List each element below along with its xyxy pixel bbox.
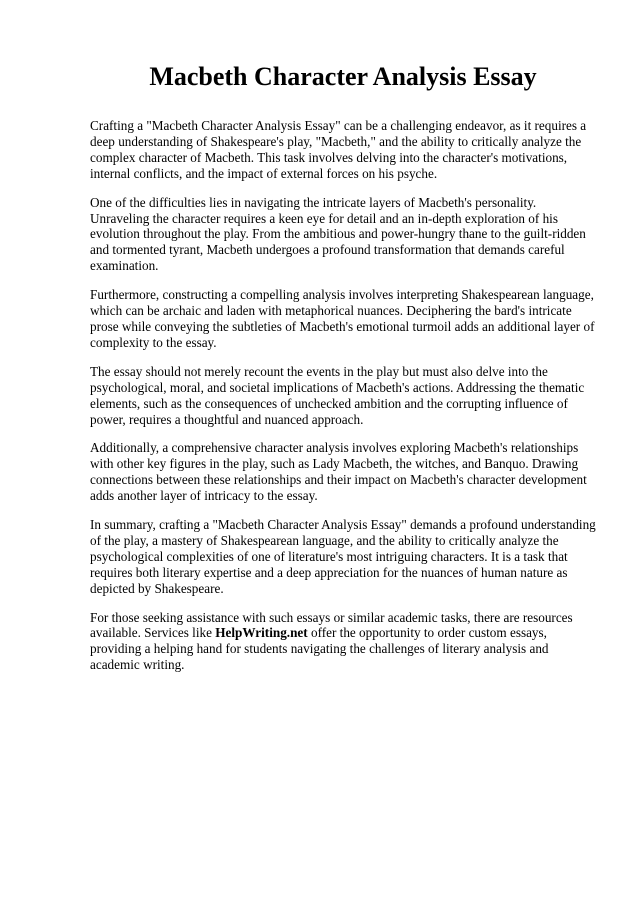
helpwriting-link[interactable]: HelpWriting.net (215, 625, 308, 641)
assistance-text-after: offer the opportunity to order custom essays, providing a helping hand for students navigating the challenges of literary analysis and academic writing. (90, 625, 549, 673)
paragraph-intro: Crafting a "Macbeth Character Analysis Essay" can be a challenging endeavor, as it requires a deep understanding of Shakespeare's play, "Macbeth," and the ability to critically analyze the complex character of Macbeth. This task involves delving into the character's motivations, internal conflicts, and the impact of external forces on his psyche. (90, 118, 587, 181)
paragraph-difficulties: One of the difficulties lies in navigating the intricate layers of Macbeth's personality. Unraveling the character requires a keen eye for detail and an in-depth exploration of his evolution throughout the play. From the ambitious and power-hungry thane to the guilt-ridden and tormented tyrant, Macbeth undergoes a profound transformation that demands careful examination. (90, 194, 586, 274)
paragraph-assistance (90, 610, 596, 674)
paragraph-relationships: Additionally, a comprehensive character analysis involves exploring Macbeth's relationships with other key figures in the play, such as Lady Macbeth, the witches, and Banquo. Drawing connections between these relationships and their impact on Macbeth's character development adds another layer of intricacy to the essay. (90, 440, 587, 504)
paragraph-summary: In summary, crafting a "Macbeth Character Analysis Essay" demands a profound understanding of the play, a mastery of Shakespearean language, and the ability to critically analyze the psychological complexities of one of literature's most intriguing characters. It is a task that requires both literary expertise and a deep appreciation for the nuances of human nature as depicted by Shakespeare. (90, 517, 596, 596)
paragraph-language: Furthermore, constructing a compelling analysis involves interpreting Shakespearean language, which can be archaic and laden with metaphorical nuances. Deciphering the bard's intricate prose while conveying the subtleties of Macbeth's emotional turmoil adds an additional layer of complexity to the essay. (90, 287, 595, 350)
page-title: Macbeth Character Analysis Essay (149, 62, 537, 91)
assistance-text-before: For those seeking assistance with such essays or similar academic tasks, there are resources available. Services like (90, 609, 573, 641)
paragraph-implications: The essay should not merely recount the events in the play but must also delve into the psychological, moral, and societal implications of Macbeth's actions. Addressing the thematic elements, such as the consequences of unchecked ambition and the corrupting influence of power, requires a thoughtful and nuanced approach. (90, 363, 585, 427)
